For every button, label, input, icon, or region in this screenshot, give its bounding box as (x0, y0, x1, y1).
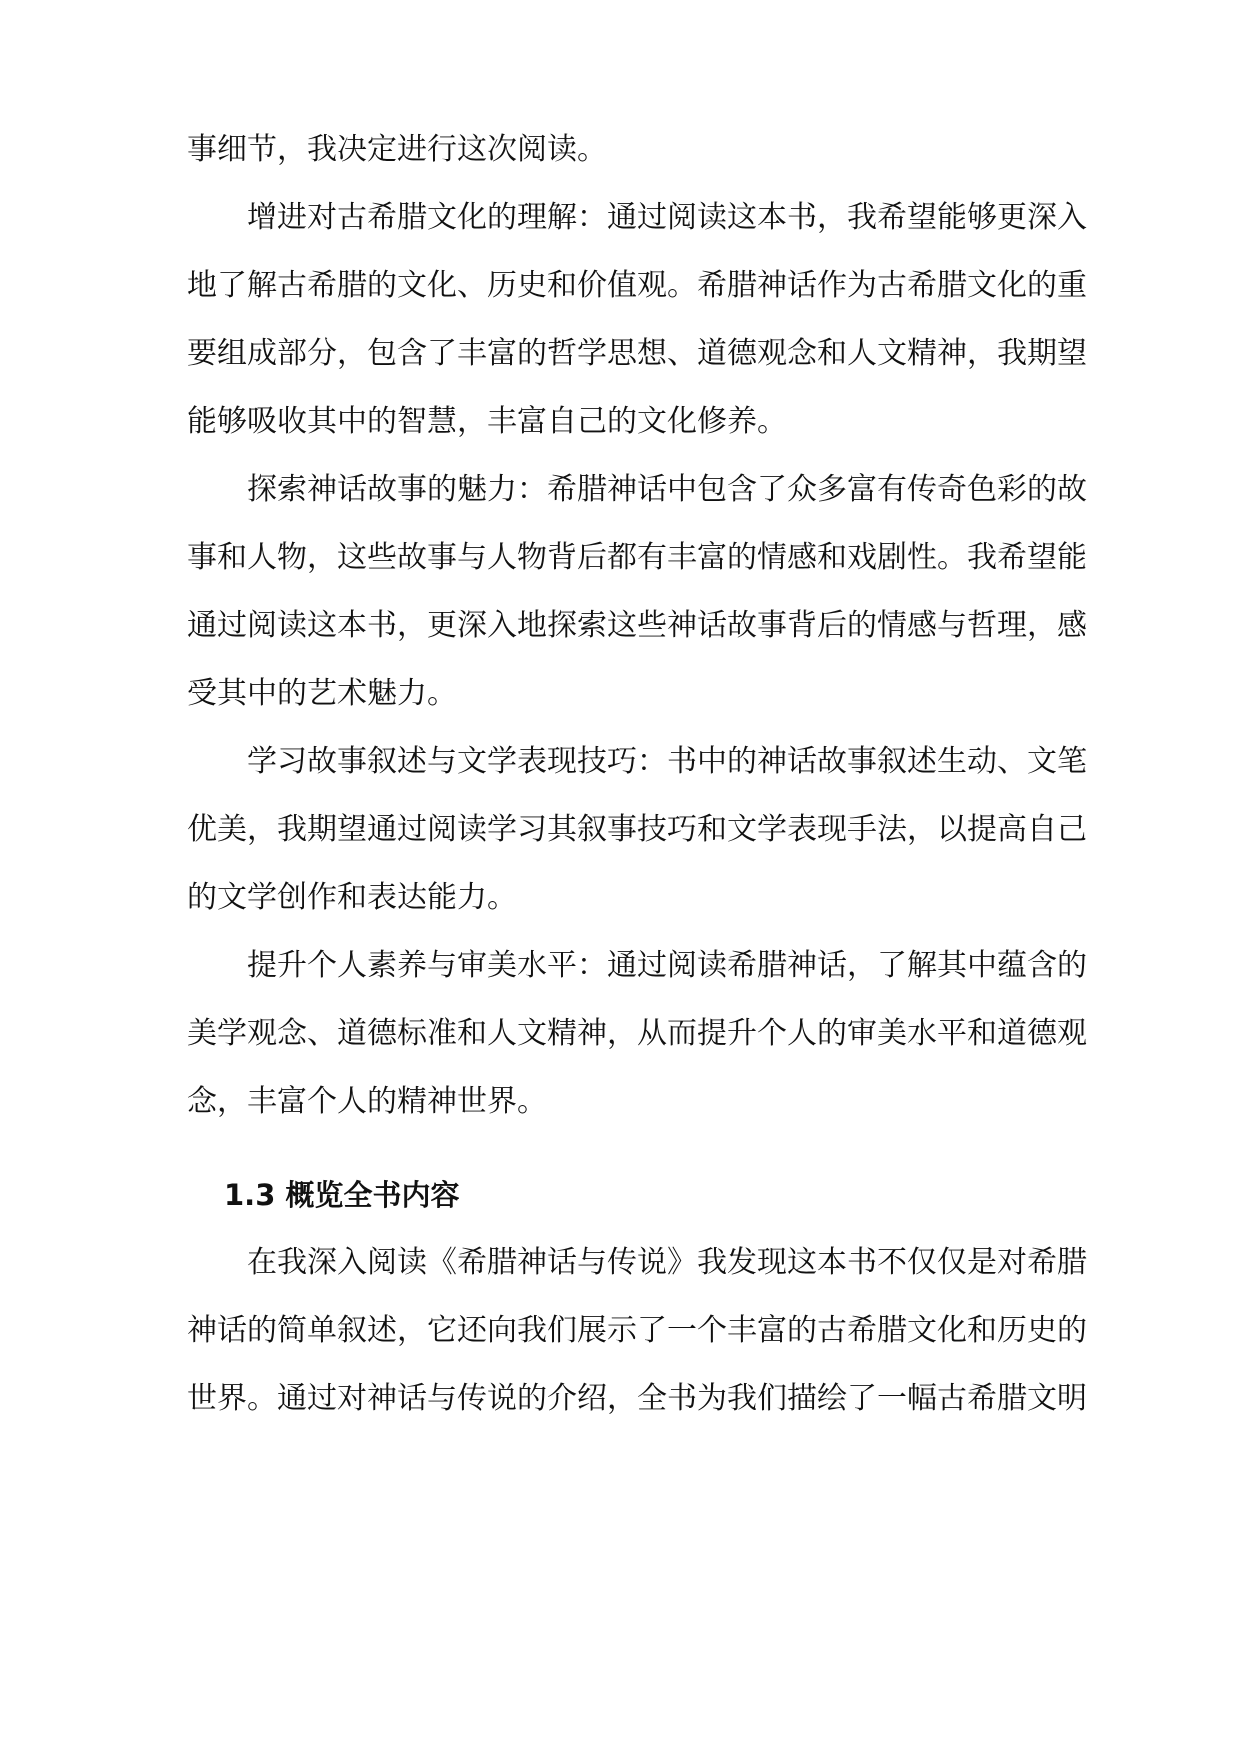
paragraph-culture-line-2: 地了解古希腊的文化、历史和价值观。希腊神话作为古希腊文化的重 (187, 268, 1087, 303)
paragraph-narrative-line-2: 优美，我期望通过阅读学习其叙事技巧和文学表现手法，以提高自己 (187, 812, 1087, 847)
paragraph-narrative-line-1: 学习故事叙述与文学表现技巧：书中的神话故事叙述生动、文笔 (247, 744, 1087, 779)
section-heading: 1.3 概览全书内容 (224, 1178, 460, 1212)
paragraph-myth-line-3: 通过阅读这本书，更深入地探索这些神话故事背后的情感与哲理，感 (187, 608, 1087, 643)
paragraph-continuation-line: 事细节，我决定进行这次阅读。 (187, 132, 607, 167)
paragraph-aesthetics-line-3: 念，丰富个人的精神世界。 (187, 1084, 547, 1119)
paragraph-overview-line-2: 神话的简单叙述，它还向我们展示了一个丰富的古希腊文化和历史的 (187, 1313, 1087, 1348)
paragraph-culture-line-3: 要组成部分，包含了丰富的哲学思想、道德观念和人文精神，我期望 (187, 336, 1087, 371)
paragraph-culture-line-4: 能够吸收其中的智慧，丰富自己的文化修养。 (187, 404, 787, 439)
paragraph-myth-line-2: 事和人物，这些故事与人物背后都有丰富的情感和戏剧性。我希望能 (187, 540, 1087, 575)
paragraph-myth-line-4: 受其中的艺术魅力。 (187, 676, 457, 711)
paragraph-overview-line-3: 世界。通过对神话与传说的介绍，全书为我们描绘了一幅古希腊文明 (187, 1381, 1087, 1416)
paragraph-myth-line-1: 探索神话故事的魅力：希腊神话中包含了众多富有传奇色彩的故 (247, 472, 1087, 507)
paragraph-narrative-line-3: 的文学创作和表达能力。 (187, 880, 517, 915)
paragraph-culture-line-1: 增进对古希腊文化的理解：通过阅读这本书，我希望能够更深入 (247, 200, 1087, 235)
paragraph-aesthetics-line-1: 提升个人素养与审美水平：通过阅读希腊神话，了解其中蕴含的 (247, 948, 1087, 983)
paragraph-overview-line-1: 在我深入阅读《希腊神话与传说》我发现这本书不仅仅是对希腊 (247, 1245, 1087, 1280)
paragraph-aesthetics-line-2: 美学观念、道德标准和人文精神，从而提升个人的审美水平和道德观 (187, 1016, 1087, 1051)
